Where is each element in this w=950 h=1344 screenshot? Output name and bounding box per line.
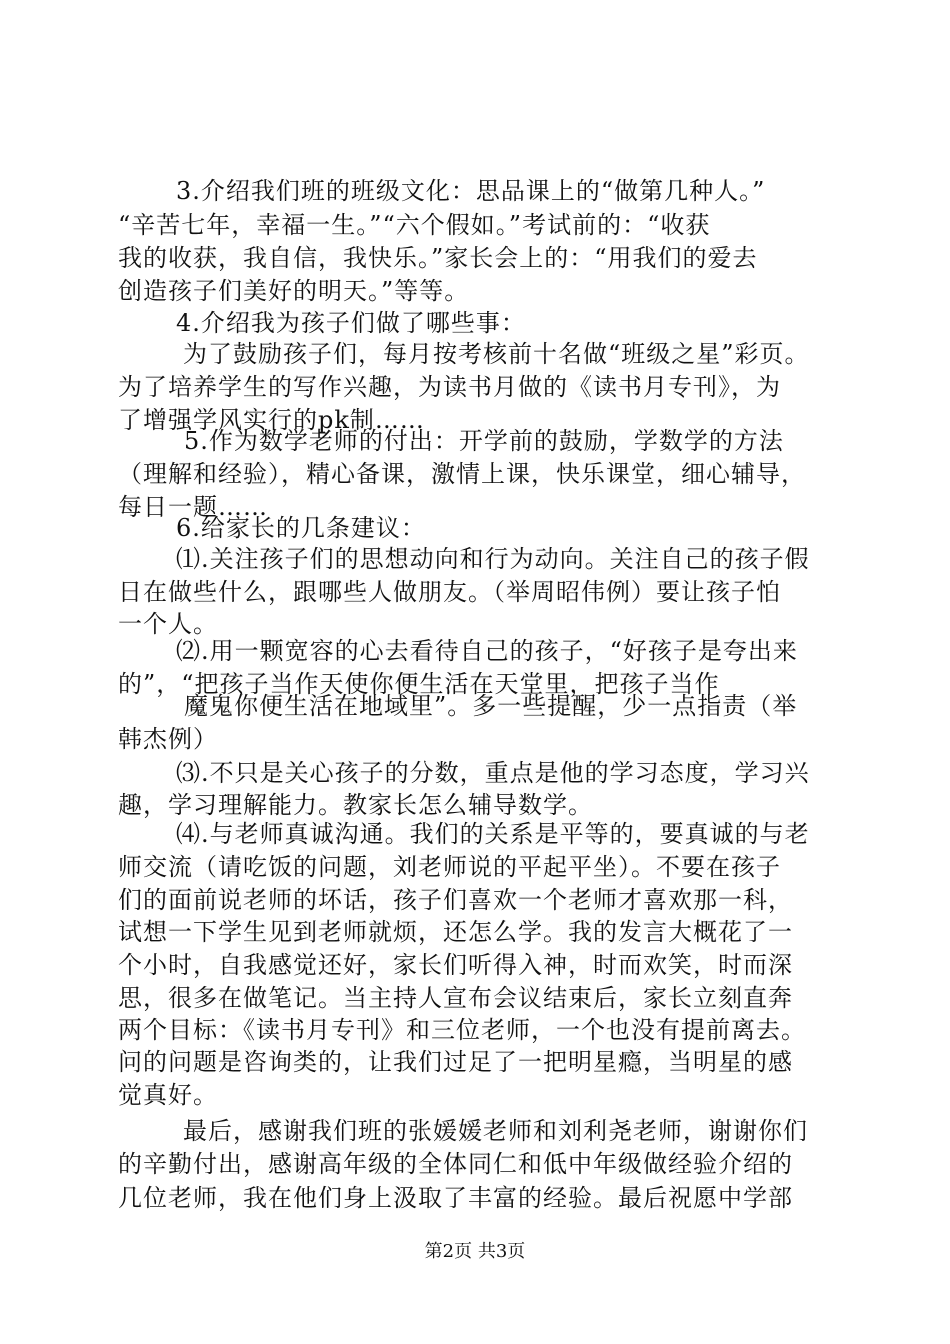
text-line: 觉真好。	[118, 1081, 218, 1109]
text-line: 每日一题……	[118, 493, 268, 521]
text-line: 魔鬼你便生活在地域里”。多一些提醒，少一点指责（举	[184, 692, 798, 720]
text-line: 为了鼓励孩子们，每月按考核前十名做“班级之星”彩页。	[183, 340, 810, 368]
text-line: ⑵.用一颗宽容的心去看待自己的孩子，“好孩子是夸出来	[176, 637, 798, 665]
text-line: ⑷.与老师真诚沟通。我们的关系是平等的，要真诚的与老	[176, 820, 810, 848]
text-line: 两个目标：《读书月专刊》和三位老师，一个也没有提前离去。	[118, 1016, 806, 1044]
text-line: 5.作为数学老师的付出：开学前的鼓励，学数学的方法	[184, 427, 784, 455]
text-line: 一个人。	[118, 610, 218, 638]
text-line: 韩杰例）	[118, 725, 218, 753]
text-line: 了增强学风实行的pk制……	[118, 406, 425, 434]
text-line: 6.给家长的几条建议：	[176, 514, 426, 542]
text-line: 个小时，自我感觉还好，家长们听得入神，时而欢笑，时而深	[118, 951, 793, 979]
text-line: 的辛勤付出，感谢高年级的全体同仁和低中年级做经验介绍的	[118, 1150, 793, 1178]
text-line: 创造孩子们美好的明天。”等等。	[118, 277, 470, 305]
text-line: ⑴.关注孩子们的思想动向和行为动向。关注自己的孩子假	[176, 545, 810, 573]
text-line: 师交流（请吃饭的问题，刘老师说的平起平坐）。不要在孩子	[118, 853, 781, 881]
text-line: 的”，“把孩子当作天使你便生活在天堂里，把孩子当作	[118, 670, 720, 698]
text-line: 最后，感谢我们班的张媛媛老师和刘利尧老师，谢谢你们	[183, 1117, 808, 1145]
text-line: “辛苦七年，幸福一生。”“六个假如。”考试前的：“收获	[118, 211, 711, 239]
text-line: 4.介绍我为孩子们做了哪些事：	[176, 309, 526, 337]
text-line: 思，很多在做笔记。当主持人宣布会议结束后，家长立刻直奔	[118, 984, 793, 1012]
text-line: 3.介绍我们班的班级文化：思品课上的“做第几种人。”	[176, 177, 766, 205]
page-number-footer: 第2页 共3页	[424, 1241, 526, 1262]
text-line: 问的问题是咨询类的，让我们过足了一把明星瘾，当明星的感	[118, 1048, 793, 1076]
text-line: 几位老师，我在他们身上汲取了丰富的经验。最后祝愿中学部	[118, 1184, 793, 1212]
text-line: 们的面前说老师的坏话，孩子们喜欢一个老师才喜欢那一科，	[118, 886, 793, 914]
text-line: 日在做些什么，跟哪些人做朋友。（举周昭伟例）要让孩子怕	[118, 578, 781, 606]
text-line: 趣，学习理解能力。教家长怎么辅导数学。	[118, 791, 593, 819]
text-line: 试想一下学生见到老师就烦，还怎么学。我的发言大概花了一	[118, 918, 793, 946]
text-line: 我的收获，我自信，我快乐。”家长会上的：“用我们的爱去	[118, 244, 758, 272]
text-line: （理解和经验），精心备课，激情上课，快乐课堂，细心辅导，	[118, 460, 806, 488]
text-line: ⑶.不只是关心孩子的分数，重点是他的学习态度，学习兴	[176, 759, 810, 787]
text-line: 为了培养学生的写作兴趣，为读书月做的《读书月专刊》，为	[118, 373, 781, 401]
